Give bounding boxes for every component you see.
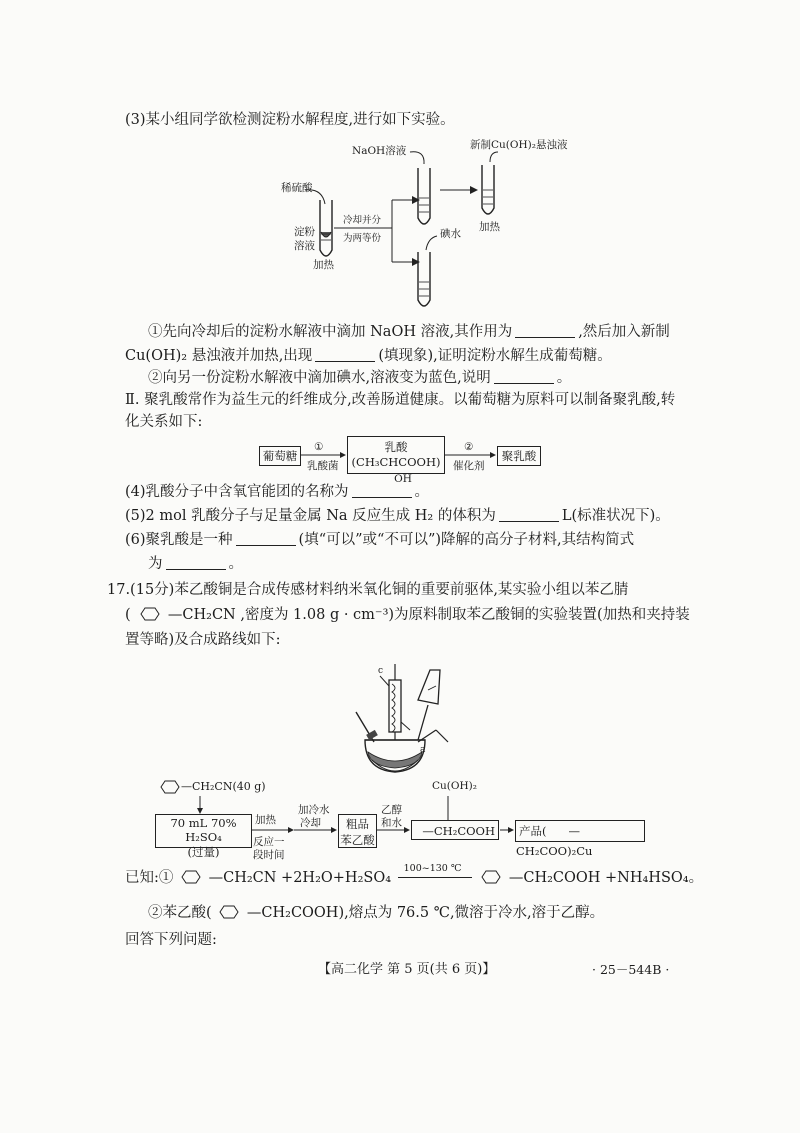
enzyme-label: 乳酸菌 <box>307 460 339 472</box>
paper-code: · 25－544B · <box>592 962 670 977</box>
benzene-ring-icon <box>178 869 204 885</box>
water-label-2: 冷却 <box>300 817 321 829</box>
benzene-ring-icon <box>478 869 504 885</box>
polylactic-box: 聚乳酸 <box>497 446 541 466</box>
benzene-ring-icon <box>216 904 242 920</box>
solution-label: 溶液 <box>294 240 315 252</box>
catalyst-label: 催化剂 <box>453 460 485 472</box>
heat-label-2: 加热 <box>479 221 500 233</box>
acid-label: 稀硫酸 <box>281 182 313 194</box>
iodine-label: 碘水 <box>440 228 461 240</box>
lactic-acid-box: 乳酸(CH₃CHCOOH) OH <box>347 436 445 474</box>
q17-line3: 置等略)及合成路线如下: <box>125 632 281 648</box>
q17-line1: 17.(15分)苯乙酸铜是合成传感材料纳米氧化铜的重要前驱体,某实验小组以苯乙腈 <box>107 582 629 598</box>
q6-line1: (6)聚乳酸是一种 (填“可以”或“不可以”)降解的高分子材料,其结构简式 <box>125 532 635 548</box>
q3-sub1-line2: Cu(OH)₂ 悬浊液并加热,出现 (填现象),证明淀粉水解生成葡萄糖。 <box>125 348 612 364</box>
part2-line1: Ⅱ. 聚乳酸常作为益生元的纤维成分,改善肠道健康。以葡萄糖为原料可以制备聚乳酸,转 <box>125 392 676 408</box>
apparatus-label-a: a <box>420 745 426 755</box>
cuoh2-label: Cu(OH)₂ <box>432 780 477 792</box>
known-reaction: 已知:① —CH₂CN +2H₂O+H₂SO₄ 100~130 ℃ —CH₂COOH +NH₄HSO₄。 <box>125 863 704 886</box>
q5: (5)2 mol 乳酸分子与足量金属 Na 反应生成 H₂ 的体积为 L(标准状况下)。 <box>125 508 670 524</box>
q3-sub2: ②向另一份淀粉水解液中滴加碘水,溶液变为蓝色,说明 。 <box>148 370 572 386</box>
answer-prompt: 回答下列问题: <box>125 932 217 948</box>
known-2: ②苯乙酸( —CH₂COOH),熔点为 76.5 ℃,微溶于冷水,溶于乙醇。 <box>148 905 605 921</box>
q4: (4)乳酸分子中含氧官能团的名称为 。 <box>125 484 430 500</box>
heat-route-label: 加热 <box>255 814 276 826</box>
product-box: 产品( —CH₂COO)₂Cu <box>515 820 645 842</box>
react-label-1: 反应一 <box>253 836 285 848</box>
ethanol-label-1: 乙醇 <box>381 804 402 816</box>
starch-label: 淀粉 <box>294 226 315 238</box>
cool-label-1: 冷却并分 <box>343 215 382 226</box>
page-footer: 【高二化学 第 5 页(共 6 页)】 <box>318 962 496 977</box>
glucose-box: 葡萄糖 <box>259 446 301 466</box>
apparatus-label-c: c <box>378 666 384 676</box>
start-material: —CH₂CN(40 g) <box>181 780 266 793</box>
cuoh-label: 新制Cu(OH)₂悬浊液 <box>470 139 568 151</box>
heat-label-1: 加热 <box>313 259 334 271</box>
step2-label: ② <box>464 441 474 453</box>
naoh-label: NaOH溶液 <box>352 145 407 157</box>
step1-label: ① <box>314 441 324 453</box>
acid-box: 70 mL 70% H₂SO₄ (过量) <box>155 814 252 848</box>
q6-line2: 为 。 <box>148 556 243 572</box>
ethanol-label-2: 和水 <box>381 817 402 829</box>
water-label-1: 加冷水 <box>298 804 330 816</box>
cool-label-2: 为两等份 <box>343 233 382 244</box>
phenylacetic-acid-box: —CH₂COOH <box>411 820 499 840</box>
crude-box: 粗品 苯乙酸 <box>338 814 377 848</box>
part2-line2: 化关系如下: <box>125 414 203 430</box>
reaction-arrow: 100~130 ℃ <box>396 868 474 884</box>
q3-sub1-line1: ①先向冷却后的淀粉水解液中滴加 NaOH 溶液,其作用为 ,然后加入新制 <box>148 324 670 340</box>
react-label-2: 段时间 <box>253 849 285 861</box>
q17-line2: ( —CH₂CN ,密度为 1.08 g · cm⁻³)为原料制取苯乙酸铜的实验装置(加热和夹持装 <box>125 607 690 623</box>
q3-intro: (3)某小组同学欲检测淀粉水解程度,进行如下实验。 <box>125 112 455 128</box>
